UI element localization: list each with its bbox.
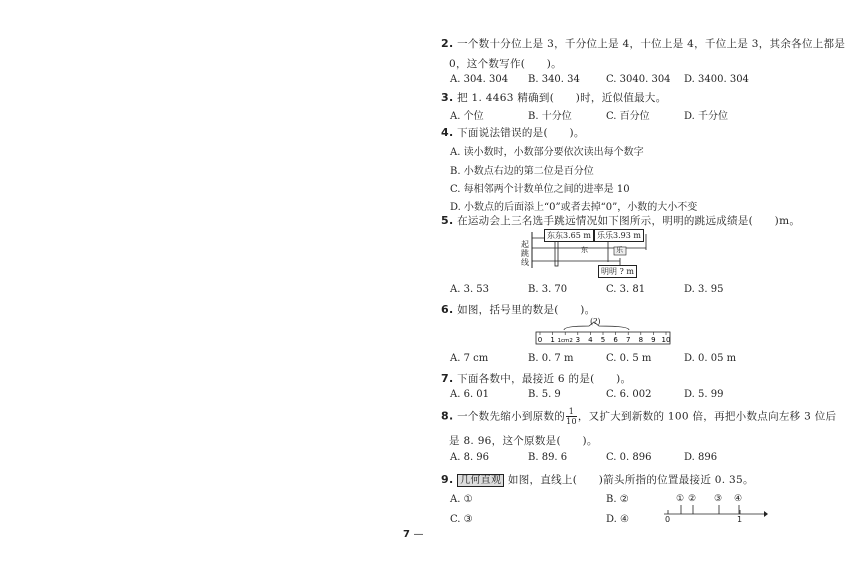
ruler-tick-label: 8: [638, 336, 644, 344]
q3-number: 3.: [441, 91, 454, 104]
q8-line2: 是 8. 96，这个原数是( )。: [449, 435, 598, 447]
q4-choice-a[interactable]: A. 读小数时，小数部分要依次读出每个数字: [450, 147, 644, 158]
marker-1: ①: [676, 494, 685, 504]
mingming-label: 明明 ? m: [598, 265, 637, 278]
q6-figure: [534, 318, 674, 348]
q4-choice-d[interactable]: D. 小数点的后面添上“0”或者去掉“0”，小数的大小不变: [450, 202, 698, 213]
q2-option-b[interactable]: B. 340. 34: [528, 74, 580, 85]
q5-number: 5.: [441, 214, 454, 227]
q5-text: 在运动会上三名选手跳远情况如下图所示，明明的跳远成绩是( )m。: [457, 215, 801, 227]
number-line-one: 1: [737, 515, 743, 524]
q2-line1: [441, 36, 845, 51]
q8-text-post: ，又扩大到新数的 100 倍，再把小数点向左移 3 位后: [577, 410, 837, 423]
fraction-numerator: 1: [566, 407, 577, 417]
q2-option-a[interactable]: A. 304. 304: [450, 74, 509, 85]
q6-option-b[interactable]: B. 0. 7 m: [528, 353, 574, 364]
marker-2: ②: [688, 494, 697, 504]
ruler-brace-label: (?): [590, 317, 601, 326]
q8-line1: [441, 407, 836, 426]
ruler-tick-label: 3: [575, 336, 581, 344]
number-line-zero: 0: [665, 515, 671, 524]
dong-mark: 东: [581, 246, 588, 254]
q2-option-c[interactable]: C. 3040. 304: [606, 74, 671, 85]
q7-line: [441, 371, 631, 386]
q9-number: 9.: [441, 473, 454, 486]
q7-option-d[interactable]: D. 5. 99: [684, 389, 724, 400]
q6-option-c[interactable]: C. 0. 5 m: [606, 353, 652, 364]
ruler-tick-label: 10: [661, 336, 671, 344]
fraction-one-tenth: [566, 407, 577, 426]
q4-choice-c[interactable]: C. 每相邻两个计数单位之间的进率是 10: [450, 184, 630, 195]
q4-choice-b[interactable]: B. 小数点右边的第二位是百分位: [450, 166, 594, 177]
q9-line: [441, 471, 754, 487]
ruler-ticks: [538, 332, 671, 344]
q3-option-b[interactable]: B. 十分位: [528, 111, 572, 122]
q3-option-a[interactable]: A. 个位: [450, 111, 484, 122]
ruler-tick-label: 1cm2: [557, 338, 573, 344]
start-line-label: 起跳线: [521, 240, 529, 267]
number-line-diagram: [658, 494, 768, 528]
q3-line: [441, 90, 667, 105]
q5-option-d[interactable]: D. 3. 95: [684, 284, 724, 295]
q3-text: 把 1. 4463 精确到( )时，近似值最大。: [457, 92, 667, 104]
q2-option-d[interactable]: D. 3400. 304: [684, 74, 749, 85]
ruler-tick-label: 4: [588, 336, 593, 344]
q6-option-a[interactable]: A. 7 cm: [450, 353, 489, 364]
ruler-tick-label: 9: [651, 336, 656, 344]
q6-option-d[interactable]: D. 0. 05 m: [684, 353, 737, 364]
q7-text: 下面各数中，最接近 6 的是( )。: [457, 373, 632, 385]
q7-option-c[interactable]: C. 6. 002: [606, 389, 652, 400]
q5-option-a[interactable]: A. 3. 53: [450, 284, 490, 295]
q3-option-d[interactable]: D. 千分位: [684, 111, 729, 122]
q6-line: [441, 302, 595, 317]
q8-text-pre: 一个数先缩小到原数的: [457, 410, 566, 423]
marker-4: ④: [734, 494, 743, 504]
q3-option-c[interactable]: C. 百分位: [606, 111, 650, 122]
q4-line: [441, 125, 585, 140]
ruler-diagram: [534, 318, 674, 348]
q5-option-c[interactable]: C. 3. 81: [606, 284, 646, 295]
q6-text: 如图，括号里的数是( )。: [457, 304, 596, 316]
q8-number: 8.: [441, 409, 454, 423]
le-mark: 乐: [616, 246, 623, 254]
ruler-tick-label: 5: [600, 336, 606, 344]
q9-figure: [658, 494, 768, 528]
q9-text: 如图，直线上( )箭头所指的位置最接近 0. 35。: [507, 474, 754, 486]
number-line-arrow: [764, 511, 768, 517]
q9-option-c[interactable]: C. ③: [450, 514, 473, 525]
page-number: [403, 529, 423, 540]
q9-option-a[interactable]: A. ①: [450, 494, 473, 505]
q5-option-b[interactable]: B. 3. 70: [528, 284, 568, 295]
q8-option-a[interactable]: A. 8. 96: [450, 452, 490, 463]
fraction-denominator: 10: [566, 417, 577, 426]
q2-number: 2.: [441, 37, 454, 50]
ruler-tick-label: 1: [550, 336, 555, 344]
q4-text: 下面说法错误的是( )。: [457, 127, 585, 139]
q9-option-b[interactable]: B. ②: [606, 494, 629, 505]
q4-number: 4.: [441, 126, 454, 139]
q2-text: 一个数十分位上是 3，千分位上是 4，十位上是 4，千位上是 3，其余各位上都是: [457, 38, 845, 50]
q8-option-b[interactable]: B. 89. 6: [528, 452, 568, 463]
lele-label: 乐乐3.93 m: [594, 229, 644, 242]
marker-3: ③: [714, 494, 723, 504]
dong-marker: [555, 241, 558, 266]
geometry-intuition-tag: 几何直观: [457, 474, 504, 487]
q2-line2: 0，这个数写作( )。: [449, 58, 562, 70]
q7-number: 7.: [441, 372, 454, 385]
page-number-dash: —: [413, 529, 424, 540]
q5-line: [441, 213, 800, 228]
ruler-tick-label: 0: [537, 336, 543, 344]
q7-option-a[interactable]: A. 6. 01: [450, 389, 490, 400]
ruler-tick-label: 7: [625, 336, 631, 344]
q6-number: 6.: [441, 303, 454, 316]
q8-option-c[interactable]: C. 0. 896: [606, 452, 652, 463]
q9-option-d[interactable]: D. ④: [606, 514, 629, 525]
q7-option-b[interactable]: B. 5. 9: [528, 389, 561, 400]
q8-option-d[interactable]: D. 896: [684, 452, 718, 463]
dongdong-label: 东东3.65 m: [544, 229, 594, 242]
ruler-tick-label: 6: [613, 336, 618, 344]
page-number-value: 7: [403, 529, 410, 540]
